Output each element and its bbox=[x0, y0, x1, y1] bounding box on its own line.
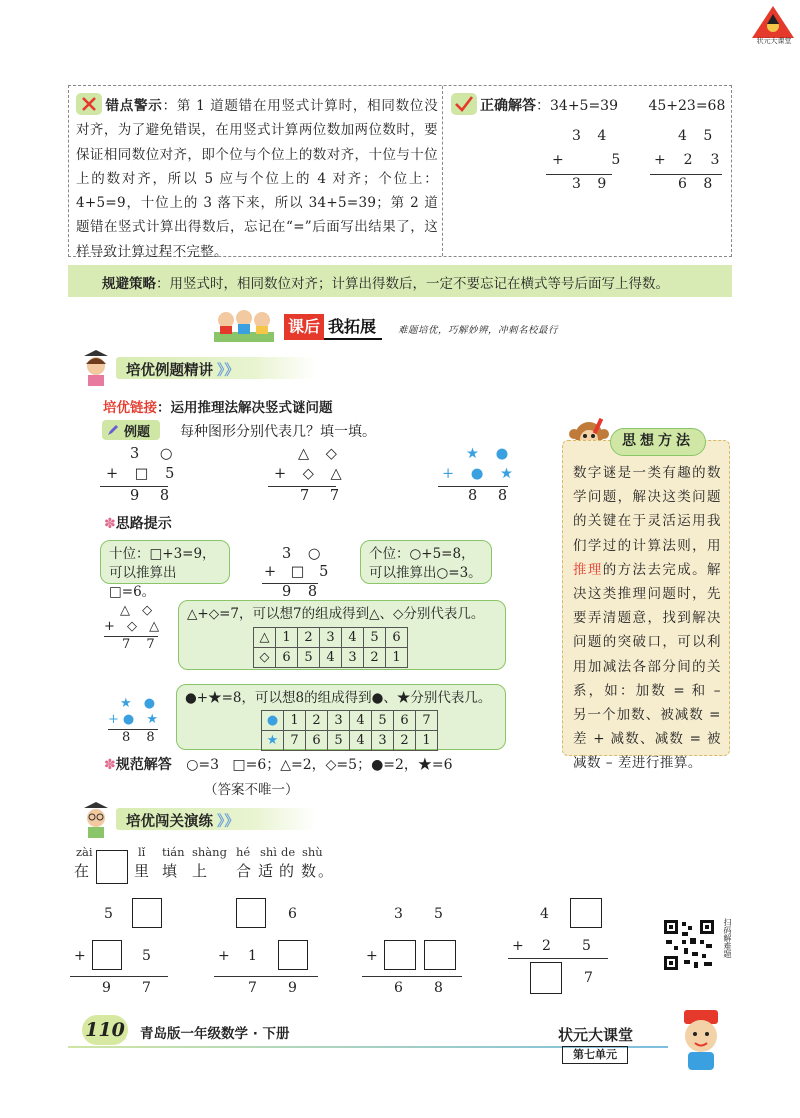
triangle-callout bbox=[178, 600, 506, 670]
link-line: 培优链接：运用推理法解决竖式谜问题 bbox=[103, 400, 333, 416]
instruction-char-5: 适 bbox=[258, 862, 274, 880]
q3-top2: 5 bbox=[434, 906, 443, 922]
instruction-box bbox=[96, 850, 128, 884]
v1-mid: + 5 bbox=[552, 152, 624, 168]
star-text: ●+★=8，可以想8的组成得到●、★分别代表几。 bbox=[185, 690, 492, 706]
q4-mid1: 2 bbox=[542, 938, 551, 954]
v1-res: 3 9 bbox=[572, 176, 613, 192]
standard-answer: ✽规范解答 ○=3 □=6；△=2，◇=5；●=2，★=6 bbox=[104, 757, 453, 773]
pinyin-5: shì bbox=[260, 845, 277, 859]
strategy-text: 用竖式时，相同数位对齐；计算出得数后，一定不要忘记在横式等号后面写上得数。 bbox=[169, 276, 669, 292]
q3-box-mid1[interactable] bbox=[384, 940, 416, 970]
q1-res1: 9 bbox=[102, 980, 111, 996]
error-text: 第 1 道题错在用竖式计算时，相同数位没对齐，为了避免错误，在用竖式计算两位数加两位数时，要保证相同数位对齐，即个位与个位上的数对齐，十位与十位上的数对齐，所以 5 应与个位上的 4 对齐；个位上：4+5=9，十位上的 3 落下来，所以 34+5=39；第 2 道题错在竖式计算出得数后，忘记在“=”后面写出结果了，这样导致计算过程不完整。 bbox=[76, 98, 438, 260]
correct-eq2: 45+23=68 bbox=[648, 98, 726, 114]
v1-line bbox=[546, 174, 612, 175]
correct-eq1: 34+5=39 bbox=[550, 98, 618, 114]
qr-caption: 扫码解难题 bbox=[723, 918, 732, 958]
instruction-char-6: 的 bbox=[279, 862, 295, 880]
v2-mid: + 2 3 bbox=[654, 152, 723, 168]
example-question: 每种图形分别代表几？填一填。 bbox=[180, 424, 376, 440]
triangle-table: △ 1 2 3 4 5 6 ◇ 6 5 4 3 2 1 bbox=[253, 627, 408, 668]
method-title: 思想方法 bbox=[610, 428, 706, 456]
puzzle-1: 3 ○ + □ 5 9 8 bbox=[100, 446, 170, 504]
error-warning: 错点警示：第 1 道题错在用竖式计算时，相同数位没对齐，为了避免错误，在用竖式计算两位数加两位数时，要保证相同数位对齐，即个位与个位上的数对齐，十位与十位上的数对齐，所以 5 应与个位上的 4 对齐；个位上：4+5=9，十位上的 3 落下来，所以 34+5=39；第 2 道题错在竖式计算出得数后，忘记在“=”后面写出结果了，这样导致计算过程不完整。 bbox=[76, 93, 438, 264]
hint-mid-calc: 3 ○ + □ 5 9 8 bbox=[264, 546, 334, 600]
v1-top: 3 4 bbox=[572, 128, 613, 144]
q2-res1: 7 bbox=[248, 980, 257, 996]
unit-tag: 第七单元 bbox=[562, 1046, 628, 1064]
instruction-char-7: 数 bbox=[301, 862, 317, 880]
q3-line bbox=[362, 976, 462, 977]
pinyin-1: lǐ bbox=[138, 845, 146, 859]
pinyin-2: tián bbox=[162, 845, 185, 859]
v2-top: 4 5 bbox=[678, 128, 719, 144]
kids-studying-illustration bbox=[212, 306, 276, 346]
method-text-b: 的方法去完成。解决这类推理问题时，先要弄清题意，找到解决问题的突破口，可以利用加减法各部分间的关系，如：加数 = 和 – 另一个加数、被减数 = 差 + 减数、减数 = 被减数 – 差进行推算。 bbox=[573, 561, 722, 772]
banner-red-label: 课后 bbox=[284, 314, 324, 340]
q3-box-mid2[interactable] bbox=[424, 940, 456, 970]
q1-mid: 5 bbox=[142, 948, 151, 964]
puzzle-3: ★ ● + ● ★ 8 8 bbox=[438, 446, 510, 504]
instruction-char-4: 合 bbox=[236, 862, 252, 880]
triangle-text: △+◇=7，可以想7的组成得到△、◇分别代表几。 bbox=[187, 606, 485, 622]
q1-plus: + bbox=[74, 948, 86, 964]
q2-box-top[interactable] bbox=[236, 898, 266, 928]
pinyin-6: de bbox=[281, 845, 296, 859]
triangle-calc: △ ◇ + ◇ △ 7 7 bbox=[104, 603, 164, 652]
q2-mid: 1 bbox=[248, 948, 257, 964]
pinyin-3: shàng bbox=[192, 845, 227, 859]
q3-res1: 6 bbox=[394, 980, 403, 996]
q1-top: 5 bbox=[104, 906, 113, 922]
error-title: 错点警示 bbox=[105, 98, 163, 114]
hint-right-callout: 个位：○+5=8，可以推算出○=3。 bbox=[360, 540, 492, 584]
q3-res2: 8 bbox=[434, 980, 443, 996]
star-calc: ★ ● +● ★ 8 8 bbox=[108, 696, 163, 745]
q2-top: 6 bbox=[288, 906, 297, 922]
instruction-char-1: 里 bbox=[134, 862, 150, 880]
correct-title: 正确解答 bbox=[480, 98, 536, 114]
q4-mid2: 5 bbox=[582, 938, 591, 954]
star-callout bbox=[176, 684, 506, 750]
instruction-char-0: 在 bbox=[74, 862, 90, 880]
q3-top1: 3 bbox=[394, 906, 403, 922]
answer-text: ○=3 □=6；△=2，◇=5；●=2，★=6 bbox=[186, 757, 453, 773]
pinyin-7: shù bbox=[302, 845, 323, 859]
banner-title: 我拓展 bbox=[324, 314, 382, 340]
example-tag: 例题 bbox=[102, 420, 160, 440]
logo-text: 状元大课堂 bbox=[756, 37, 792, 45]
q1-res2: 7 bbox=[142, 980, 151, 996]
pinyin-0: zài bbox=[76, 845, 93, 859]
teacher-girl-icon bbox=[76, 348, 116, 388]
method-text-a: 数字谜是一类有趣的数学问题，解决这类问题的关键在于灵活运用我们学过的计算法则，用 bbox=[573, 465, 721, 554]
q2-box-mid[interactable] bbox=[278, 940, 308, 970]
cross-icon bbox=[76, 93, 102, 115]
answer-label: 规范解答 bbox=[115, 757, 172, 773]
section-header-practice: 培优闯关演练 》》 bbox=[116, 808, 316, 830]
correct-answer-head: 正确解答：34+5=39 45+23=68 bbox=[451, 93, 725, 115]
q4-box-res[interactable] bbox=[530, 962, 562, 994]
link-label: 培优链接 bbox=[103, 400, 157, 416]
teacher-boy-icon bbox=[76, 800, 116, 840]
qr-code-icon[interactable] bbox=[662, 918, 716, 972]
q4-top1: 4 bbox=[540, 906, 549, 922]
v2-res: 6 8 bbox=[678, 176, 719, 192]
hint-heading: ✽思路提示 bbox=[104, 516, 172, 532]
v2-line bbox=[650, 174, 722, 175]
q2-plus: + bbox=[218, 948, 230, 964]
q1-box-top[interactable] bbox=[132, 898, 162, 928]
q4-res: 7 bbox=[584, 970, 593, 986]
link-text: 运用推理法解决竖式谜问题 bbox=[170, 400, 333, 416]
page-number: 110 bbox=[82, 1015, 128, 1045]
instruction-char-8: 。 bbox=[318, 862, 334, 880]
section-header-examples: 培优例题精讲 》》 bbox=[116, 357, 316, 379]
pinyin-4: hé bbox=[236, 845, 251, 859]
pencil-icon bbox=[106, 423, 120, 437]
method-highlight: 推理 bbox=[573, 561, 603, 578]
strategy-title: 规避策略 bbox=[102, 276, 156, 292]
q3-plus: + bbox=[366, 948, 378, 964]
answer-note: （答案不唯一） bbox=[204, 782, 299, 798]
hint-left-callout: 十位：□+3=9，可以推算出□=6。 bbox=[100, 540, 230, 584]
banner-subtitle: 难题培优，巧解妙辨，冲刺名校最行 bbox=[398, 325, 559, 336]
champion-boy-mascot-icon bbox=[670, 1006, 732, 1072]
instruction-char-2: 填 bbox=[162, 862, 178, 880]
strategy-bar: 规避策略：用竖式时，相同数位对齐；计算出得数后，一定不要忘记在横式等号后面写上得数。 bbox=[68, 265, 732, 297]
check-icon bbox=[451, 93, 477, 115]
brand-name: 状元大课堂 bbox=[558, 1026, 634, 1044]
instruction-char-3: 上 bbox=[192, 862, 208, 880]
q1-line bbox=[70, 976, 168, 977]
q2-res2: 9 bbox=[288, 980, 297, 996]
method-box bbox=[562, 440, 730, 772]
puzzle-2: △ ◇ + ◇ △ 7 7 bbox=[268, 446, 338, 504]
star-table: ● 1 2 3 4 5 6 7 ★ 7 6 5 4 3 2 1 bbox=[261, 710, 438, 751]
q2-line bbox=[214, 976, 318, 977]
q4-plus: + bbox=[512, 938, 524, 954]
q4-line bbox=[508, 958, 608, 959]
q1-box-mid[interactable] bbox=[92, 940, 122, 970]
q4-box-top[interactable] bbox=[570, 898, 602, 928]
book-title: 青岛版一年级数学 · 下册 bbox=[140, 1026, 290, 1042]
